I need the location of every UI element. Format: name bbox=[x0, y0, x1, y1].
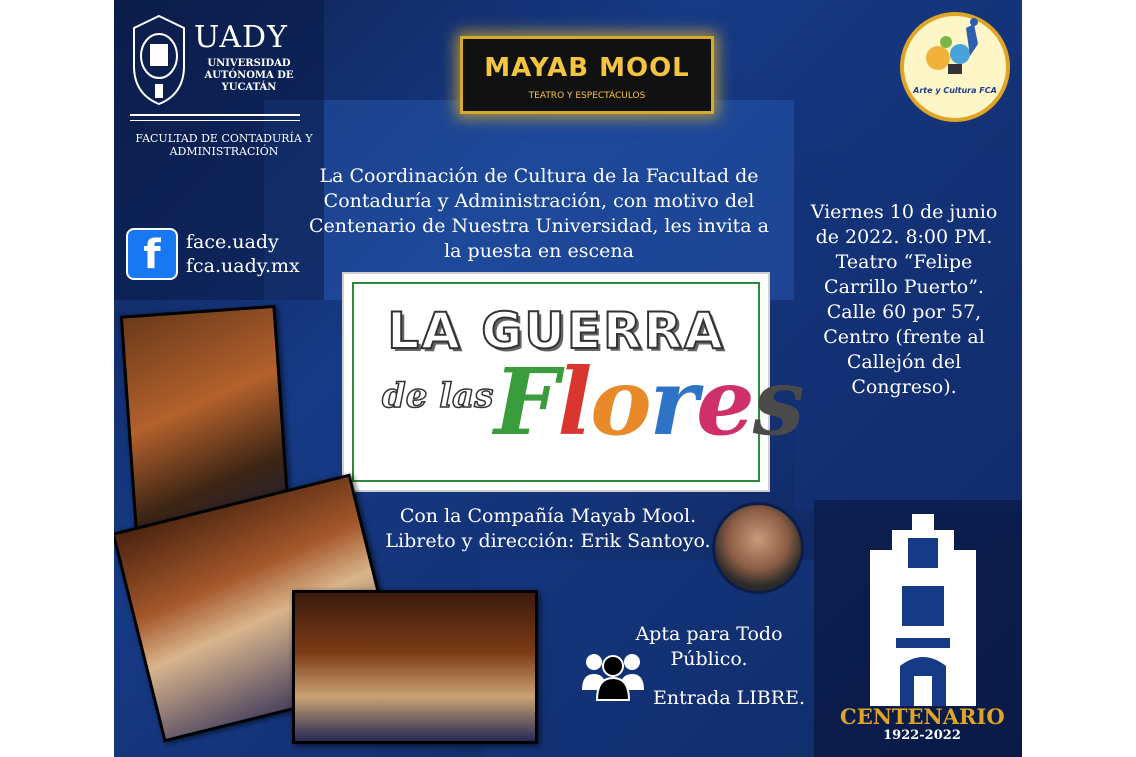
stage-photo-3 bbox=[292, 590, 538, 744]
direction-line: Libreto y dirección: Erik Santoyo. bbox=[385, 530, 711, 552]
arte-cultura-label: Arte y Cultura FCA bbox=[913, 86, 997, 95]
centenario-years: 1922-2022 bbox=[883, 728, 961, 743]
centenario-word: CENTENARIO bbox=[840, 704, 1005, 729]
play-title-de-las: de las bbox=[382, 376, 494, 416]
facebook-icon[interactable]: f bbox=[126, 228, 178, 280]
free-entry: Entrada LIBRE. bbox=[653, 687, 805, 709]
faculty-name: FACULTAD DE CONTADURÍA Y ADMINISTRACIÓN bbox=[135, 132, 313, 158]
play-title-top: LA GUERRA bbox=[387, 302, 725, 360]
uady-shield-logo bbox=[130, 14, 188, 110]
credits bbox=[376, 504, 720, 554]
play-title-card bbox=[342, 272, 803, 492]
mayab-mool-logo bbox=[460, 36, 714, 114]
event-poster bbox=[114, 0, 1022, 757]
invitation-text: La Coordinación de Cultura de la Facultad de Contaduría y Administración, con motivo del Centenario de Nuestra Universidad, les invita a la puesta en escena bbox=[309, 165, 769, 262]
social-links bbox=[186, 230, 300, 278]
audience-rating: Apta para Todo Público. bbox=[635, 623, 783, 670]
company-line: Con la Compañía Mayab Mool. bbox=[399, 505, 697, 527]
divider bbox=[130, 120, 300, 121]
mayab-logo-text: MAYAB MOOL bbox=[484, 53, 690, 83]
uady-subtitle: UNIVERSIDAD AUTÓNOMA DE YUCATÁN bbox=[204, 58, 294, 93]
social-facebook-handle[interactable]: face.uady bbox=[186, 231, 279, 253]
uady-title: UADY bbox=[194, 20, 288, 55]
social-website[interactable]: fca.uady.mx bbox=[186, 255, 300, 277]
arte-cultura-logo bbox=[900, 12, 1010, 122]
centenario-building-logo bbox=[862, 510, 984, 710]
play-title-flores: Flores bbox=[494, 348, 803, 456]
divider bbox=[130, 114, 300, 116]
arts-icon bbox=[904, 16, 1006, 86]
event-details: Viernes 10 de junio de 2022. 8:00 PM. Teatro “Felipe Carrillo Puerto”. Calle 60 por 57, Centro (frente al Callejón del Congreso). bbox=[810, 201, 998, 398]
director-avatar bbox=[712, 502, 804, 594]
mayab-tagline: TEATRO Y ESPECTÁCULOS bbox=[528, 91, 646, 101]
